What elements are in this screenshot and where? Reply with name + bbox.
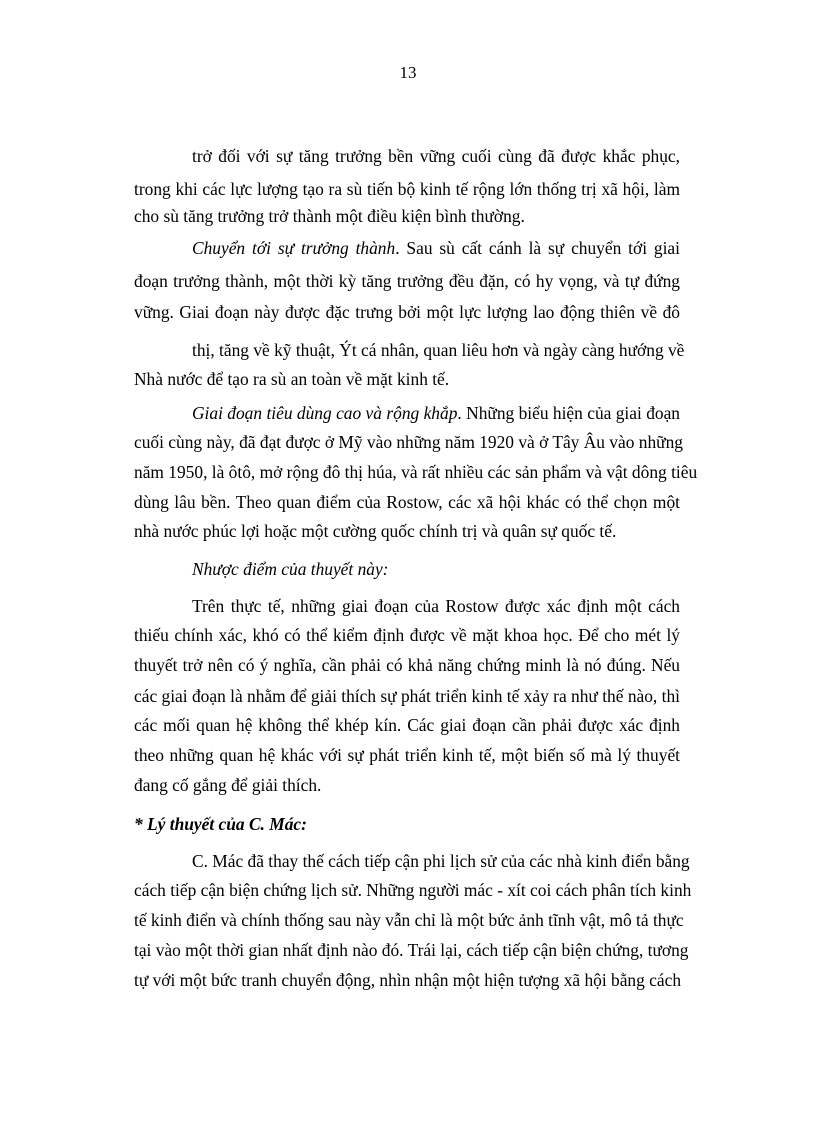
body-line: các mối quan hệ không thể khép kín. Các giai đoạn cần phải được xác định <box>134 715 680 735</box>
body-line: Nhà nước để tạo ra sù an toàn về mặt kinh tế. <box>134 369 450 389</box>
body-line: năm 1950, là ôtô, mở rộng đô thị húa, và rất nhiều các sản phẩm và vật dông tiêu <box>134 462 698 482</box>
body-line: trở đối với sự tăng trưởng bền vững cuối cùng đã được khắc phục, <box>192 146 680 166</box>
body-line: thiếu chính xác, khó có thể kiểm định được về mặt khoa học. Để cho mét lý <box>134 625 680 645</box>
body-line: đang cố gắng để giải thích. <box>134 775 322 795</box>
section-title-italic: Nhược điểm của thuyết này: <box>192 559 389 579</box>
body-line: cuối cùng này, đã đạt được ở Mỹ vào những năm 1920 và ở Tây Âu vào những <box>134 432 683 452</box>
body-line: cách tiếp cận biện chứng lịch sử. Những người mác - xít coi cách phân tích kinh <box>134 880 692 900</box>
body-line: Chuyển tới sự trưởng thành. Sau sù cất cánh là sự chuyển tới giai <box>192 238 680 258</box>
body-line: tự với một bức tranh chuyển động, nhìn nhận một hiện tượng xã hội bằng cách <box>134 970 682 990</box>
body-line: Giai đoạn tiêu dùng cao và rộng khắp. Những biểu hiện của giai đoạn <box>192 403 680 423</box>
body-line: Trên thực tế, những giai đoạn của Rostow được xác định một cách <box>192 596 680 616</box>
section-title-italic: Giai đoạn tiêu dùng cao và rộng khắp <box>192 403 458 423</box>
body-line: C. Mác đã thay thế cách tiếp cận phi lịch sử của các nhà kinh điển bằng <box>192 851 690 871</box>
section-heading: * Lý thuyết của C. Mác: <box>134 814 307 834</box>
body-line: đoạn trưởng thành, một thời kỳ tăng trưởng đều đặn, có hy vọng, và tự đứng <box>134 271 680 291</box>
body-line: cho sù tăng trưởng trở thành một điều kiện bình thường. <box>134 206 525 226</box>
body-line: thuyết trở nên có ý nghĩa, cần phải có khả năng chứng minh là nó đúng. Nếu <box>134 655 680 675</box>
body-line: nhà nước phúc lợi hoặc một cường quốc chính trị và quân sự quốc tế. <box>134 521 617 541</box>
body-line: các giai đoạn là nhằm để giải thích sự phát triển kinh tế xảy ra như thế nào, thì <box>134 686 680 706</box>
body-line: tại vào một thời gian nhất định nào đó. Trái lại, cách tiếp cận biện chứng, tương <box>134 940 689 960</box>
page-number: 13 <box>399 63 417 82</box>
body-line: vững. Giai đoạn này được đặc trưng bởi một lực lượng lao động thiên về đô <box>134 302 680 322</box>
body-line: thị, tăng về kỹ thuật, Ýt cá nhân, quan liêu hơn và ngày càng hướng về <box>192 340 685 360</box>
body-line: dùng lâu bền. Theo quan điểm của Rostow, các xã hội khác có thể chọn một <box>134 492 680 512</box>
section-title-italic: Chuyển tới sự trưởng thành <box>192 238 396 258</box>
body-line: trong khi các lực lượng tạo ra sù tiến bộ kinh tế rộng lớn thống trị xã hội, làm <box>134 179 680 199</box>
body-line: tế kinh điển và chính thống sau này vẫn chỉ là một bức ảnh tĩnh vật, mô tả thực <box>134 910 684 930</box>
body-line: theo những quan hệ khác với sự phát triển kinh tế, một biến số mà lý thuyết <box>134 745 680 765</box>
